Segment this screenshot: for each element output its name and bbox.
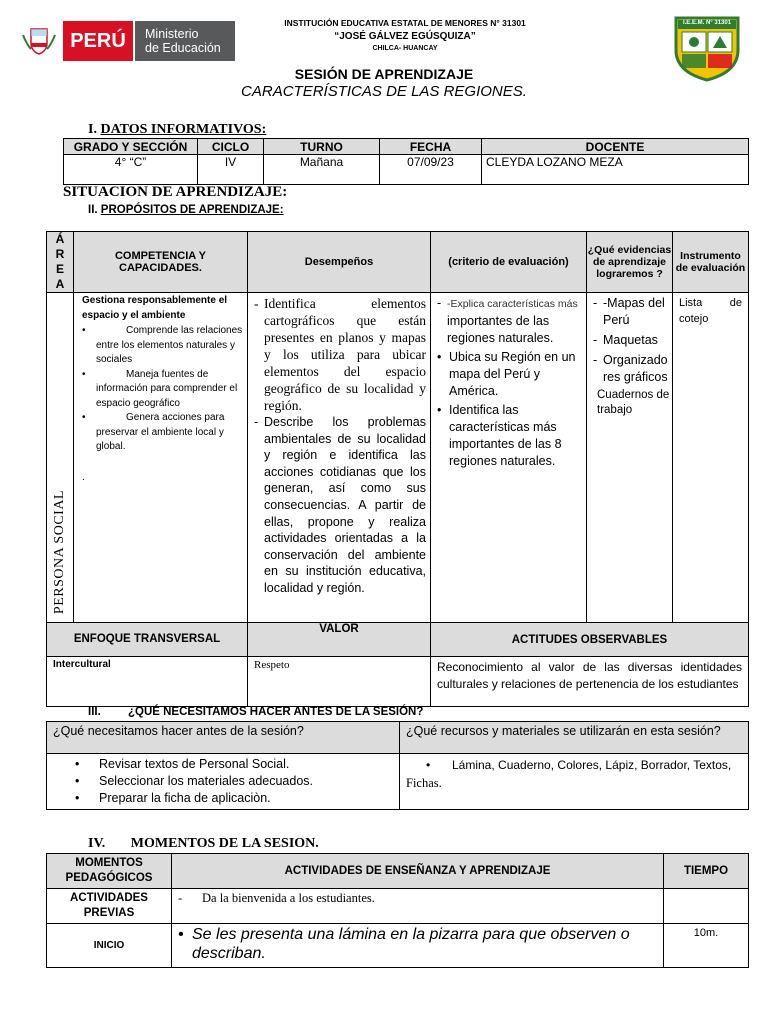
evidencias-header: ¿Qué evidencias de aprendizaje lograremos ?	[587, 232, 673, 293]
instrumento-header: Instrumento de evaluación	[673, 232, 749, 293]
area-letters: ÁREA	[55, 232, 65, 291]
datos-col-turno: TURNO	[264, 139, 380, 155]
criterio-item: - -Explica características más importantes de las regiones naturales.	[437, 295, 582, 347]
propositos-heading: PROPÓSITOS DE APRENDIZAJE:	[100, 204, 284, 216]
instrumento-value: Lista de cotejo	[679, 297, 742, 325]
desempeno-item: - Identifica elementos cartográficos que están presentes en planos y mapas y los utiliza para ubicar elementos del espacio geográfico de su localidad y región.	[254, 295, 426, 414]
datos-col-docente: DOCENTE	[482, 139, 749, 155]
criterio-header: (criterio de evaluación)	[431, 232, 587, 293]
datos-grado: 4° “C”	[64, 155, 198, 185]
evidencia-extra: Cuadernos de trabajo	[597, 389, 670, 416]
momento-label: ACTIVIDADES PREVIAS	[47, 889, 172, 924]
material-item: • Lámina, Cuaderno, Colores, Lápiz, Borrador, Textos,	[426, 756, 742, 774]
school-location: CHILCA- HUANCAY	[372, 45, 438, 52]
momentos-col-actividades: ACTIVIDADES DE ENSEÑANZA Y APRENDIZAJE	[172, 854, 664, 889]
antes-materiales-cell	[400, 754, 749, 810]
criterio-cell	[431, 293, 587, 623]
actividad-cell	[172, 889, 664, 924]
peru-shield-icon	[19, 25, 59, 57]
tarea-item: • Revisar textos de Personal Social.	[75, 756, 393, 773]
peru-label: PERÚ	[63, 21, 133, 61]
area-cell	[47, 293, 74, 623]
valor-header: VALOR	[248, 623, 431, 657]
datos-ciclo: IV	[198, 155, 264, 185]
datos-fecha: 07/09/23	[380, 155, 482, 185]
datos-heading: DATOS INFORMATIVOS:	[100, 122, 267, 137]
actitudes-value: Reconocimiento al valor de las diversas identidades culturales y relaciones de pertenencia de los estudiantes	[431, 657, 749, 707]
datos-turno: Mañana	[264, 155, 380, 185]
competencia-title: Gestiona responsablemente el espacio y el ambiente	[82, 295, 228, 321]
capacidad-item: • Comprende las relaciones entre los elementos naturales y sociales	[82, 324, 245, 368]
antes-heading: ¿QUÉ NECESITAMOS HACER ANTES DE LA SESIÓN?	[127, 706, 424, 718]
school-name: “JOSÉ GÁLVEZ EGÚSQUIZA”	[334, 31, 476, 42]
momentos-col-tiempo: TIEMPO	[664, 854, 749, 889]
tiempo-cell	[664, 889, 749, 924]
actividad-cell	[172, 924, 664, 968]
datos-docente: CLEYDA LOZANO MEZA	[482, 155, 749, 185]
area-name: PERSONA SOCIAL	[52, 489, 67, 614]
instrumento-cell	[673, 293, 749, 623]
momentos-table	[46, 853, 749, 968]
datos-col-ciclo: CICLO	[198, 139, 264, 155]
momentos-heading: MOMENTOS DE LA SESION.	[130, 836, 319, 851]
competencia-cell	[74, 293, 248, 623]
desempenos-header: Desempeños	[248, 232, 431, 293]
capacidad-item: • Maneja fuentes de información para comprender el espacio geográfico	[82, 368, 245, 412]
tiempo-cell: 10m.	[664, 924, 749, 968]
actitudes-header: ACTITUDES OBSERVABLES	[431, 623, 749, 657]
ministry-line1: Ministerio	[145, 27, 199, 41]
tarea-item: • Seleccionar los materiales adecuados.	[75, 773, 393, 790]
momento-label: INICIO	[47, 924, 172, 968]
criterio-item: • Identifica las características más importantes de las 8 regiones naturales.	[437, 402, 582, 470]
ministry-logo	[17, 21, 235, 61]
competencia-header: COMPETENCIA Y CAPACIDADES.	[74, 232, 248, 293]
session-subtitle: CARACTERÍSTICAS DE LAS REGIONES.	[241, 83, 527, 100]
actividad-item: - Da la bienvenida a los estudiantes.	[178, 891, 657, 906]
evidencia-item: - Maquetas	[593, 332, 670, 349]
institution-name: INSTITUCIÓN EDUCATIVA ESTATAL DE MENORES N° 31301	[284, 18, 526, 28]
evidencia-item: - Organizadores gráficos	[593, 352, 670, 386]
datos-col-fecha: FECHA	[380, 139, 482, 155]
antes-q1: ¿Qué necesitamos hacer antes de la sesión?	[47, 722, 400, 754]
momentos-col-momentos: MOMENTOS PEDAGÓGICOS	[47, 854, 172, 889]
propositos-heading-num: II.	[88, 204, 98, 216]
antes-q2: ¿Qué recursos y materiales se utilizarán en esta sesión?	[400, 722, 749, 754]
antes-tareas-cell	[47, 754, 400, 810]
evidencias-cell	[587, 293, 673, 623]
propositos-table	[46, 231, 749, 707]
competencia-dot: .	[82, 471, 85, 483]
situacion-heading: SITUACION DE APRENDIZAJE:	[63, 184, 288, 200]
evidencia-item: - -Mapas del Perú	[593, 295, 670, 329]
desempenos-cell	[248, 293, 431, 623]
capacidad-item: • Genera acciones para preservar el ambiente local y global.	[82, 411, 245, 455]
enfoque-value: Intercultural	[47, 657, 248, 707]
momentos-heading-num: IV.	[88, 836, 106, 851]
materiales-extra: Fichas.	[406, 776, 442, 790]
ministry-line2: de Educación	[145, 41, 221, 55]
area-header	[47, 232, 74, 293]
datos-heading-num: I.	[88, 122, 97, 137]
antes-heading-num: III.	[88, 706, 101, 718]
session-title: SESIÓN DE APRENDIZAJE	[294, 66, 474, 82]
actividad-item: • Se les presenta una lámina en la pizarra para que observen o describan.	[178, 925, 657, 963]
desempeno-item: - Describe los problemas ambientales de su localidad y región e identifica las acciones cotidianas que los generan, así como sus consecuencias. A partir de ellas, propone y realiza actividades orientadas a la conservación del ambiente en su institución educativa, localidad y región.	[254, 414, 426, 597]
badge-text: I.E.E.M. N° 31301	[682, 20, 732, 26]
tarea-item: • Preparar la ficha de aplicaciòn.	[75, 790, 393, 807]
datos-col-grado: GRADO Y SECCIÓN	[64, 139, 198, 155]
datos-table	[63, 138, 749, 185]
antes-table	[46, 721, 749, 810]
criterio-item: • Ubica su Región en un mapa del Perú y América.	[437, 349, 582, 400]
enfoque-header: ENFOQUE TRANSVERSAL	[47, 623, 248, 657]
valor-value: Respeto	[248, 657, 431, 707]
